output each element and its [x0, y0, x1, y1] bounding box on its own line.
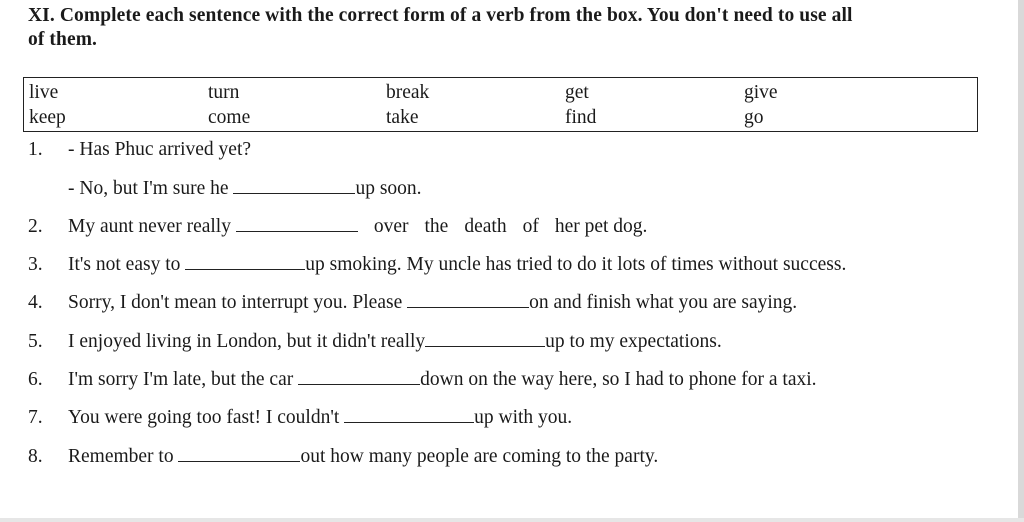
word-box-item: keep [29, 107, 66, 128]
question-number: 2. [28, 216, 43, 237]
page-edge-shadow [1018, 0, 1024, 522]
question-word: over [373, 216, 409, 237]
answer-blank[interactable] [344, 405, 474, 423]
question-text: up to my expectations. [545, 331, 722, 352]
question-text: up with you. [474, 407, 573, 428]
word-box-item: take [386, 107, 419, 128]
question-text: Remember to [68, 446, 179, 467]
question-8 [28, 444, 658, 469]
instruction-line-1: XI. Complete each sentence with the correct form of a verb from the box. You don't need to use all [28, 5, 853, 26]
question-4 [28, 290, 797, 315]
instruction-line-2: of them. [28, 29, 98, 50]
question-number: 5. [28, 331, 43, 352]
word-box-item: come [208, 107, 251, 128]
question-text: It's not easy to [68, 254, 186, 275]
question-text: up soon. [355, 178, 422, 199]
question-word: her pet dog. [554, 216, 648, 237]
question-1-line-b [28, 176, 422, 201]
page-bottom-shadow [0, 518, 1024, 522]
question-5 [28, 329, 722, 354]
question-text: up smoking. My uncle has tried to do it lots of times without success. [305, 254, 847, 275]
word-box-item: get [565, 82, 589, 103]
question-number: 3. [28, 254, 43, 275]
word-box-item: break [386, 82, 430, 103]
verb-word-box [23, 77, 978, 132]
question-6 [28, 367, 817, 392]
answer-blank[interactable] [425, 329, 545, 347]
question-3 [28, 252, 846, 277]
answer-blank[interactable] [298, 367, 420, 385]
question-number: 8. [28, 446, 43, 467]
question-text: - Has Phuc arrived yet? [68, 139, 252, 160]
question-text: I enjoyed living in London, but it didn't really [68, 331, 426, 352]
question-number: 7. [28, 407, 43, 428]
question-word: of [522, 216, 539, 237]
question-text: on and finish what you are saying. [529, 292, 798, 313]
word-box-item: turn [208, 82, 240, 103]
question-number: 4. [28, 292, 43, 313]
question-text: Sorry, I don't mean to interrupt you. Please [68, 292, 408, 313]
question-text: down on the way here, so I had to phone for a taxi. [420, 369, 817, 390]
question-text: I'm sorry I'm late, but the car [68, 369, 299, 390]
exercise-instruction [28, 4, 988, 52]
word-box-item: live [29, 82, 59, 103]
answer-blank[interactable] [178, 444, 300, 462]
answer-blank[interactable] [185, 252, 305, 270]
answer-blank[interactable] [233, 176, 355, 194]
word-box-item: go [744, 107, 764, 128]
answer-blank[interactable] [236, 214, 358, 232]
word-box-item: give [744, 82, 778, 103]
answer-blank[interactable] [407, 290, 529, 308]
question-word: death [464, 216, 507, 237]
question-number: 6. [28, 369, 43, 390]
question-text: You were going too fast! I couldn't [68, 407, 345, 428]
question-text: My aunt never really [68, 216, 236, 237]
question-text: out how many people are coming to the party. [300, 446, 659, 467]
question-7 [28, 405, 572, 430]
word-box-item: find [565, 107, 597, 128]
question-2 [28, 214, 647, 239]
question-text: - No, but I'm sure he [68, 178, 234, 199]
question-word: the [424, 216, 449, 237]
question-1-line-a [28, 138, 251, 162]
question-number: 1. [28, 139, 43, 160]
